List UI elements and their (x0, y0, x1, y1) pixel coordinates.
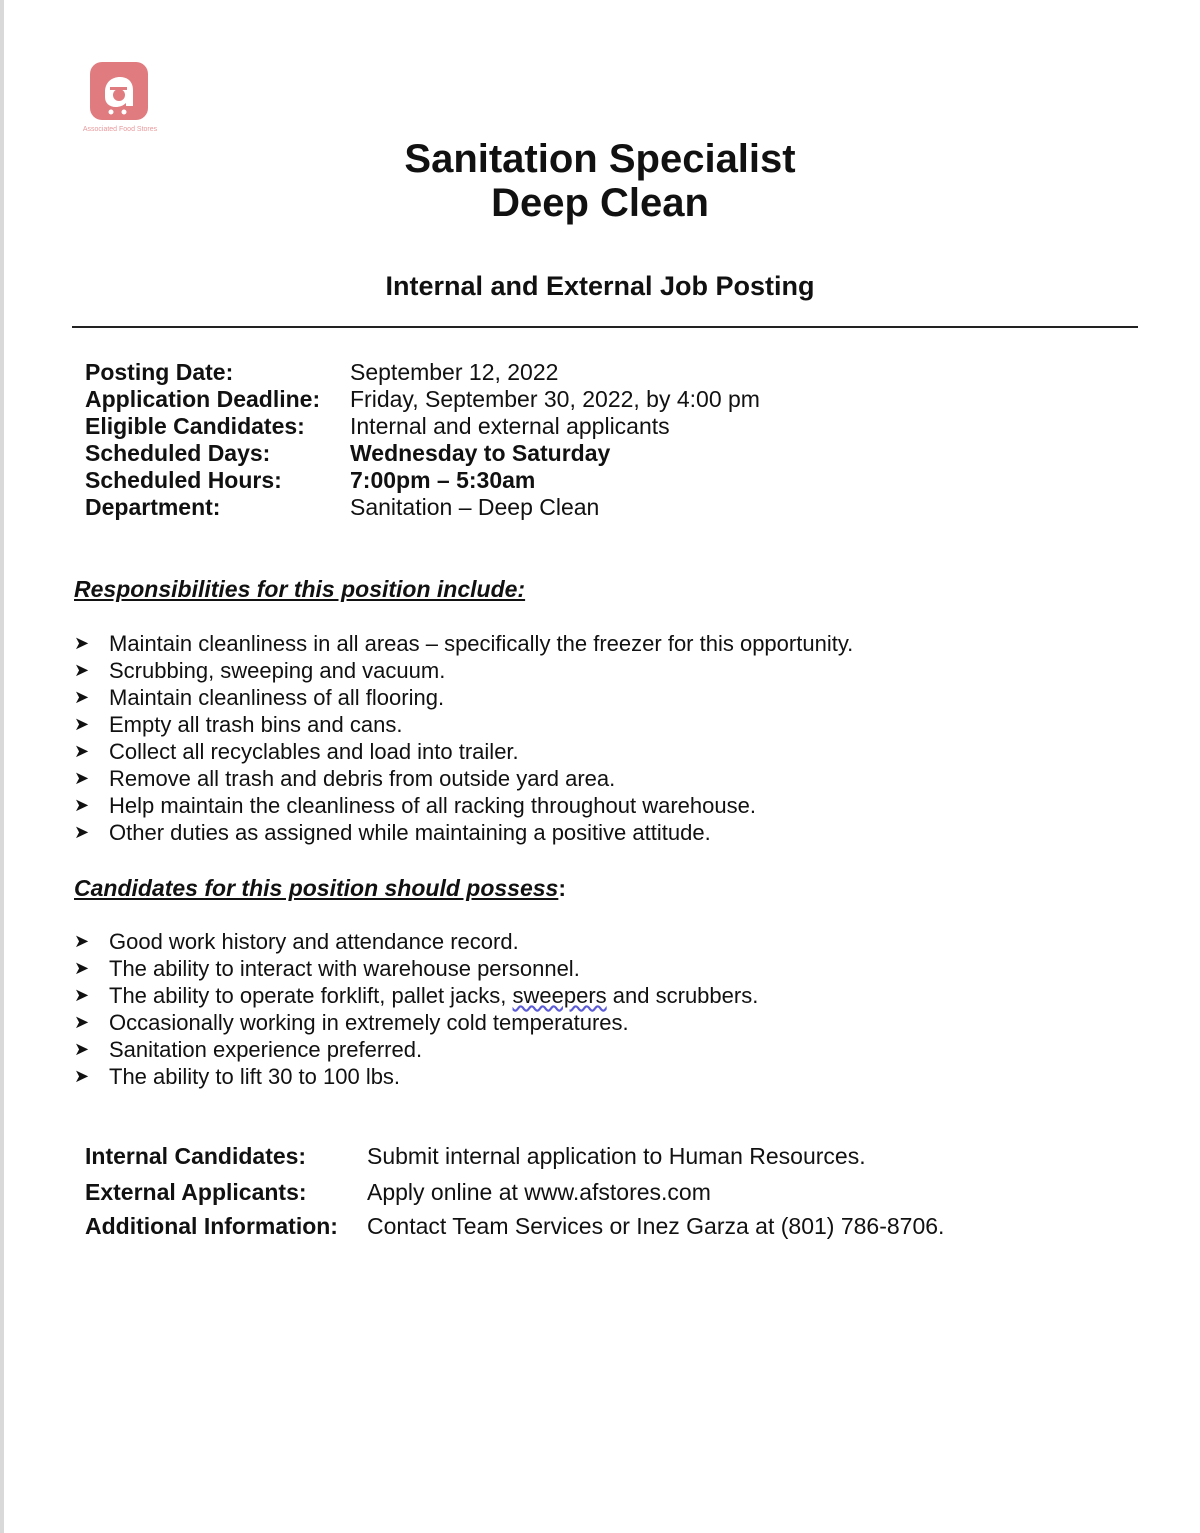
logo-badge-icon (90, 62, 148, 120)
list-item (74, 630, 853, 657)
page-title-line-1: Sanitation Specialist (404, 137, 796, 181)
field-value: Friday, September 30, 2022, by 4:00 pm (350, 386, 760, 412)
list-item (74, 765, 853, 792)
page-title-line-2: Deep Clean (491, 181, 709, 225)
list-item (74, 1009, 758, 1036)
field-application-deadline (85, 386, 760, 413)
page-edge (0, 0, 4, 1533)
field-eligible-candidates (85, 413, 760, 440)
field-scheduled-hours (85, 467, 760, 494)
list-item (74, 1063, 758, 1090)
arrowhead-bullet-icon: ➤ (74, 741, 90, 761)
list-item-text: Maintain cleanliness of all flooring. (109, 685, 445, 710)
list-item (74, 982, 758, 1009)
qualifications-heading-text: Candidates for this position should possess (74, 875, 559, 901)
apply-additional-info (85, 1212, 944, 1240)
company-logo (74, 62, 166, 138)
field-label: Scheduled Hours: (85, 467, 282, 493)
field-value: September 12, 2022 (350, 359, 559, 385)
list-item (74, 792, 853, 819)
arrowhead-bullet-icon: ➤ (74, 714, 90, 734)
list-item-text (109, 982, 758, 1009)
list-item (74, 657, 853, 684)
logo-caption: Associated Food Stores (82, 126, 158, 133)
arrowhead-bullet-icon: ➤ (74, 795, 90, 815)
field-label: Application Deadline: (85, 386, 321, 412)
arrowhead-bullet-icon: ➤ (74, 687, 90, 707)
field-value: 7:00pm – 5:30am (350, 467, 536, 493)
field-value: Wednesday to Saturday (350, 440, 611, 466)
list-item (74, 955, 758, 982)
field-scheduled-days (85, 440, 760, 467)
spellcheck-flagged-word: sweepers (512, 983, 607, 1008)
list-item-text: The ability to interact with warehouse personnel. (109, 956, 580, 981)
arrowhead-bullet-icon: ➤ (74, 1039, 90, 1059)
arrowhead-bullet-icon: ➤ (74, 958, 90, 978)
arrowhead-bullet-icon: ➤ (74, 931, 90, 951)
list-item (74, 738, 853, 765)
field-label: Scheduled Days: (85, 440, 271, 466)
responsibilities-list (74, 630, 853, 846)
list-item-text: Collect all recyclables and load into trailer. (109, 739, 519, 764)
list-item-text: Empty all trash bins and cans. (109, 712, 403, 737)
field-department (85, 494, 760, 521)
list-item-text: Sanitation experience preferred. (109, 1037, 423, 1062)
field-label: Department: (85, 494, 221, 520)
responsibilities-heading (74, 575, 525, 603)
arrowhead-bullet-icon: ➤ (74, 1066, 90, 1086)
header-divider (72, 326, 1138, 328)
arrowhead-bullet-icon: ➤ (74, 985, 90, 1005)
arrowhead-bullet-icon: ➤ (74, 768, 90, 788)
field-posting-date (85, 359, 760, 386)
arrowhead-bullet-icon: ➤ (74, 1012, 90, 1032)
apply-external (85, 1178, 944, 1206)
list-item-text: Other duties as assigned while maintaining a positive attitude. (109, 820, 711, 845)
list-item (74, 1036, 758, 1063)
list-item-text: Occasionally working in extremely cold temperatures. (109, 1010, 629, 1035)
list-item (74, 819, 853, 846)
arrowhead-bullet-icon: ➤ (74, 633, 90, 653)
list-item-text: Good work history and attendance record. (109, 929, 519, 954)
list-item-text: Remove all trash and debris from outside yard area. (109, 766, 616, 791)
apply-label: Internal Candidates: (85, 1143, 307, 1169)
field-value: Internal and external applicants (350, 413, 670, 439)
list-item (74, 684, 853, 711)
list-item (74, 928, 758, 955)
list-item-text: The ability to lift 30 to 100 lbs. (109, 1064, 401, 1089)
apply-label: External Applicants: (85, 1179, 307, 1205)
arrowhead-bullet-icon: ➤ (74, 822, 90, 842)
field-label: Posting Date: (85, 359, 234, 385)
page-subtitle: Internal and External Job Posting (385, 271, 815, 301)
list-item (74, 711, 853, 738)
apply-value: Contact Team Services or Inez Garza at (801) 786-8706. (367, 1213, 945, 1239)
application-instructions (85, 1142, 944, 1240)
list-item-text: Maintain cleanliness in all areas – specifically the freezer for this opportunity. (109, 631, 854, 656)
apply-value: Apply online at www.afstores.com (367, 1179, 711, 1205)
field-value: Sanitation – Deep Clean (350, 494, 600, 520)
list-item-text-end: and scrubbers. (606, 983, 759, 1008)
list-item-text: Help maintain the cleanliness of all racking throughout warehouse. (109, 793, 756, 818)
field-label: Eligible Candidates: (85, 413, 305, 439)
arrowhead-bullet-icon: ➤ (74, 660, 90, 680)
list-item-text-start: The ability to operate forklift, pallet jacks, (109, 983, 513, 1008)
qualifications-list (74, 928, 758, 1090)
qualifications-heading (74, 874, 566, 902)
list-item-text: Scrubbing, sweeping and vacuum. (109, 658, 446, 683)
apply-internal (85, 1142, 944, 1170)
qualifications-heading-colon: : (558, 875, 567, 901)
apply-value: Submit internal application to Human Resources. (367, 1143, 866, 1169)
apply-label: Additional Information: (85, 1213, 338, 1239)
posting-details (85, 359, 760, 521)
responsibilities-heading-text: Responsibilities for this position include: (74, 576, 526, 602)
